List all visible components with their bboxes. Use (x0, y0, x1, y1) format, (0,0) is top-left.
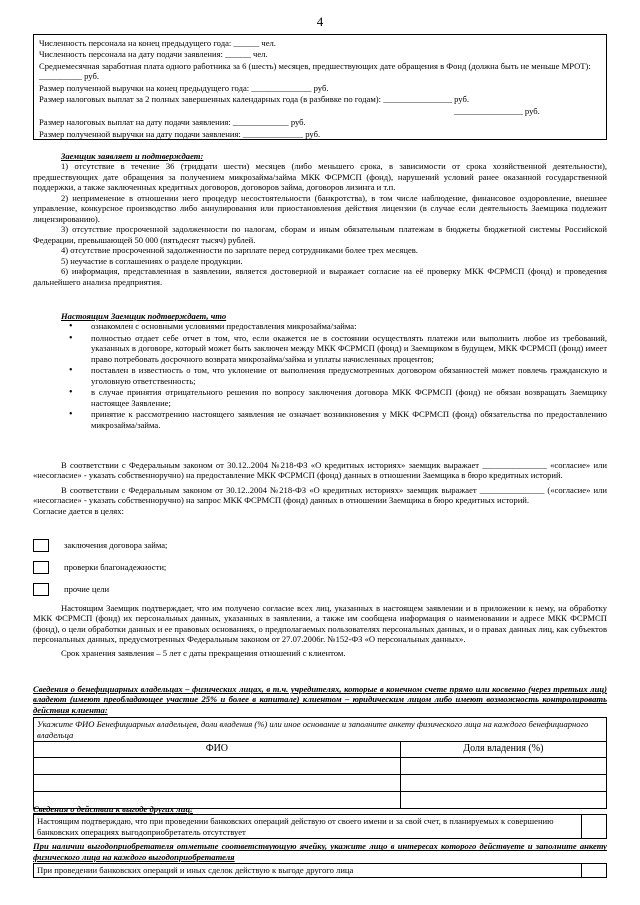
confirm-bullet: • ознакомлен с основными условиями предоставления микрозайма/займа: (91, 321, 607, 331)
tax-payments-2y-second: ________________ руб. (454, 105, 540, 116)
borrower-confirms-title: Настоящим Заемщик подтверждает, что (61, 311, 227, 321)
declare-item: 4) отсутствие просроченной задолженности по зарплате перед сотрудниками более трех месяцев. (61, 245, 418, 256)
share-cell[interactable] (400, 757, 606, 774)
confirm-list (33, 321, 607, 430)
tax-payments-current: Размер налоговых выплат на дату подачи заявления: _____________ руб. (39, 117, 306, 128)
beneficiary-note: При наличии выгодоприобретателя отметьте соответствующую ячейку, укажите лицо в интересах которого действуете и заполните анкету физического лица на каждого выгодоприобретателя (33, 841, 607, 862)
borrower-declares-section (33, 151, 607, 287)
purpose-label: прочие цели (64, 584, 110, 594)
fio-cell[interactable] (34, 774, 401, 791)
personal-data-consent: Настоящим Заемщик подтверждает, что им получено согласие всех лиц, указанных в настоящем заявлении и в приложении к нему, на обработку МКК ФСРМСП (фонд) их персональных данных, указанных в заявлении, а также им сообщена информация о наименовании и адресе МКК ФСРМСП (фонд), о цели обработки данных и ее правовых основаниях, о предполагаемых пользователях персональных данных, и о правах данных лиц, как субъектов персональных данных, предусмотренных Федеральным законом от 27.07.2006г. №152-ФЗ «О персональных данных». (33, 603, 607, 645)
beneficiary-table (33, 717, 607, 808)
column-share: Доля владения (%) (400, 742, 606, 757)
beneficiary-instruction: Укажите ФИО Бенефициарных владельцев, доли владения (%) или иное основание и заполните анкету физического лица на каждого бенефициарного владельца (34, 718, 607, 742)
consent-label: Согласие дается в целях: (33, 505, 124, 516)
purpose-checkbox-loan[interactable] (33, 539, 49, 552)
tax-payments-2y: Размер налоговых выплат за 2 полных завершенных календарных года (в разбивке по годам): ________________ руб. (39, 94, 469, 105)
staff-prev-year: Численность персонала на конец предыдущего года: ______ чел. (39, 38, 276, 48)
benefit-section (33, 804, 607, 878)
borrower-declares-title: Заемщик заявляет и подтверждает: (61, 151, 204, 161)
confirm-bullet: • поставлен в известность о том, что уклонение от выполнения предусмотренных договором обязанностей может повлечь гражданскую и уголовную ответственность; (91, 365, 607, 386)
declare-item: 2) неприменение в отношении него процедур несостоятельности (банкротства), в том числе наблюдение, финансовое оздоровление, внешнее управление, конкурсное производство либо аннулирования или приостановления действия лицензии (в случае если деятельность Заемщика подлежит лицензированию). (33, 192, 607, 224)
purpose-checkbox-other[interactable] (33, 583, 49, 596)
personal-data-section (33, 603, 607, 658)
declare-item: 5) неучастие в соглашениях о разделе продукции. (61, 255, 243, 266)
financial-info-box (33, 34, 607, 140)
benefit-other-checkbox[interactable] (582, 864, 607, 877)
purpose-label: проверки благонадежности; (64, 562, 167, 572)
revenue-current: Размер полученной выручки на дату подачи заявления: ______________ руб. (39, 128, 321, 139)
confirm-bullet: • полностью отдает себе отчет в том, что, если окажется не в состоянии осуществлять платежи или выполнить любое из требований, указанных в договоре, который может быть заключен между МКК ФСРМСП (фонд) и Заемщиком в будущем, МКК ФСРМСП (фонд) имеет право потребовать досрочного возврата микрозайма/займа и уплаты начисленных процентов; (91, 333, 607, 364)
credit-history-law-2: В соответствии с Федеральным законом от 30.12..2004 №218-ФЗ «О кредитных историях» заемщик выражает _______________ («согласие» или «несогласие» - указать собственноручно) на запрос МКК ФСРМСП (фонд) данных в отношении Заемщика в бюро кредитных историй. (33, 484, 607, 506)
declare-item: 3) отсутствие просроченной задолженности по налогам, сборам и иным обязательным платежам в бюджеты бюджетной системы Российской Федерации, превышающей 50 000 (пятьдесят тысяч) рублей. (33, 224, 607, 245)
fio-cell[interactable] (34, 757, 401, 774)
credit-history-section (33, 460, 607, 516)
confirm-bullet: • принятие к рассмотрению настоящего заявления не означает возникновения у МКК ФСРМСП (фонд) обязательства по предоставлению микрозайма/займа. (91, 409, 607, 430)
benefit-confirm-text: Настоящим подтверждаю, что при проведении банковских операций действую от своего имени и за свой счет, в планируемых к совершению банковских операциях выгодоприобретатель отсутствует (34, 815, 582, 839)
borrower-confirms-section (33, 311, 607, 431)
page-number: 4 (316, 14, 324, 29)
declare-item: 6) информация, представленная в заявлении, является достоверной и выражает согласие на её проверку МКК ФСРМСП (фонд) и проведения дальнейшего анализа предприятия. (33, 266, 607, 287)
staff-current: Численность персонала на дату подачи заявления: ______ чел. (39, 49, 268, 60)
revenue-prev-year: Размер полученной выручки на конец предыдущего года: ______________ руб. (39, 82, 329, 93)
share-cell[interactable] (400, 774, 606, 791)
credit-history-law-1: В соответствии с Федеральным законом от 30.12..2004 №218-ФЗ «О кредитных историях» заемщик выражает _______________ «согласие» или «несогласие» - указать собственноручно) на предоставление МКК ФСРМСП (фонд) данных в отношении Заемщика в бюро кредитных историй. (33, 460, 607, 481)
storage-period: Срок хранения заявления – 5 лет с даты прекращения отношений с клиентом. (61, 647, 346, 658)
benefit-confirm-table (33, 814, 607, 839)
avg-salary: Среднемесячная заработная плата одного работника за 6 (шесть) месяцев, предшествующих дате обращения в Фонд (должна быть не меньше МРОТ): __________ руб. (39, 60, 591, 82)
confirm-bullet: • в случае принятия отрицательного решения по вопросу заключения договора МКК ФСРМСП (фонд) не обязан возвращать Заемщику настоящее Заявление; (91, 387, 607, 408)
column-fio: ФИО (34, 742, 401, 757)
benefit-heading: Сведения о действии к выгоде других лиц: (33, 804, 193, 814)
purpose-label: заключения договора займа; (64, 540, 168, 550)
benefit-other-text: При проведении банковских операций и иных сделок действую к выгоде другого лица (34, 864, 582, 877)
beneficiary-heading: Сведения о бенефициарных владельцах – физических лицах, в т.ч. учредителях, которые в конечном счете прямо или косвенно (через третьих лиц) владеют (имеют преобладающее участие 25% и более в капитале) клиентом – юридическим лицом либо имеют возможность контролировать действия клиента: (33, 684, 607, 715)
declare-item: 1) отсутствие в течение 36 (тридцати шести) месяцев (либо меньшего срока, в зависимости от срока хозяйственной деятельности), предшествующих дате обращения за получением микрозайма/займа МКК ФСРМСП (фонд), нарушений условий ранее оказанной государственной поддержки, а также заключенных кредитных договоров, договоров займа, договоров лизинга и т.п. (33, 161, 607, 193)
benefit-confirm-checkbox[interactable] (582, 815, 607, 839)
beneficiary-section (33, 684, 607, 809)
purpose-checkbox-reliability[interactable] (33, 561, 49, 574)
benefit-other-table (33, 863, 607, 877)
